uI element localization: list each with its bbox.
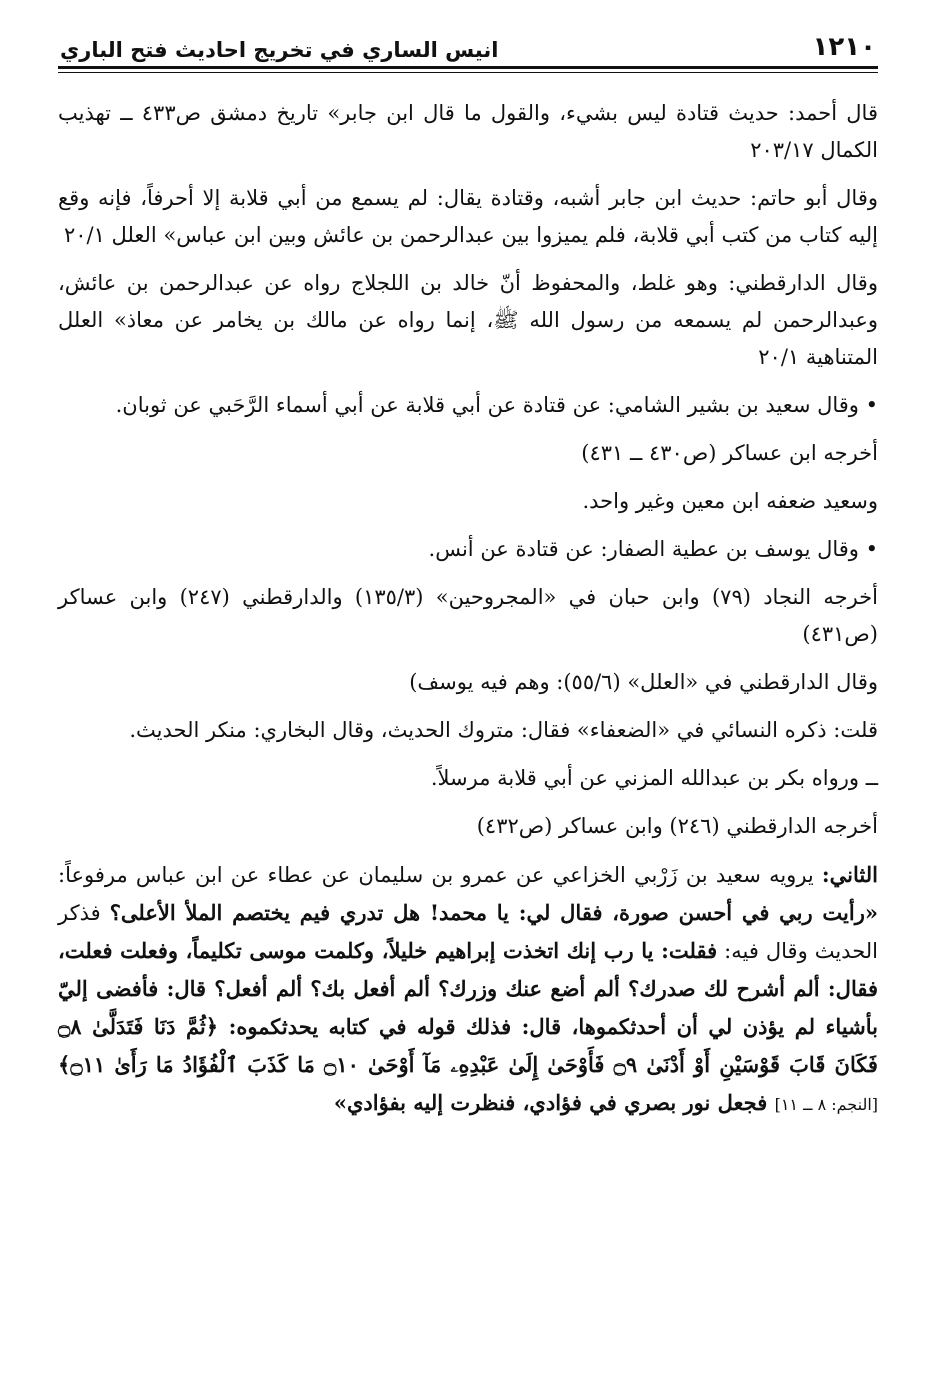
hadith-quote-3: فجعل نور بصري في فؤادي، فنظرت إليه بفؤادي» bbox=[333, 1090, 775, 1115]
final-text-2: فذكر الحديث وقال فيه: bbox=[58, 901, 878, 963]
section-lead: الثاني: bbox=[821, 862, 878, 887]
paragraph: • وقال يوسف بن عطية الصفار: عن قتادة عن أنس. bbox=[428, 537, 878, 561]
page-number: ١٢١٠ bbox=[812, 32, 876, 62]
final-text-1: يرويه سعيد بن زَرْبي الخزاعي عن عمرو بن سليمان عن عطاء عن ابن عباس مرفوعاً: bbox=[58, 863, 822, 887]
page-header bbox=[58, 22, 878, 64]
quran-verse: ﴿ثُمَّ دَنَا فَتَدَلَّىٰ ۝٨ فَكَانَ قَابَ قَوْسَيْنِ أَوْ أَدْنَىٰ ۝٩ فَأَوْحَىٰ إِلَىٰ عَبْدِهِۦ مَآ أَوْحَىٰ ۝١٠ مَا كَذَبَ ٱلْفُؤَادُ مَا رَأَىٰ ۝١١﴾ bbox=[58, 1014, 878, 1077]
paragraph: قال أحمد: حديث قتادة ليس بشيء، والقول ما قال ابن جابر» تاريخ دمشق ص٤٣٣ ــ تهذيب الكمال ٢٠٣/١٧ bbox=[58, 101, 878, 162]
verse-citation: [النجم: ٨ ــ ١١] bbox=[774, 1095, 878, 1114]
hadith-quote-2: فقلت: يا رب إنك اتخذت إبراهيم خليلاً، وكلمت موسى تكليماً، وفعلت فعلت، فقال: ألم أشرح لك صدرك؟ ألم أضع عنك وزرك؟ ألم أفعل بك؟ ألم أفعل؟ قال: فأفضى إليّ بأشياء لم يؤذن لي أن أحدثكموها، قال: فذلك قوله في كتابه يحدثكموه: bbox=[58, 938, 879, 1039]
paragraph: أخرجه النجاد (٧٩) وابن حبان في «المجروحين» (١٣٥/٣) والدارقطني (٢٤٧) وابن عساكر (ص٤٣١) bbox=[58, 585, 878, 646]
running-title: انيس الساري في تخريج احاديث فتح الباري bbox=[60, 38, 499, 62]
paragraph: وسعيد ضعفه ابن معين وغير واحد. bbox=[582, 489, 878, 513]
paragraph: • وقال سعيد بن بشير الشامي: عن قتادة عن أبي قلابة عن أبي أسماء الرَّحَبي عن ثوبان. bbox=[115, 393, 878, 417]
paragraph: أخرجه ابن عساكر (ص٤٣٠ ــ ٤٣١) bbox=[581, 441, 878, 465]
paragraph: ــ ورواه بكر بن عبدالله المزني عن أبي قلابة مرسلاً. bbox=[430, 766, 878, 790]
final-paragraph bbox=[58, 856, 878, 1123]
paragraph: أخرجه الدارقطني (٢٤٦) وابن عساكر (ص٤٣٢) bbox=[476, 814, 878, 838]
paragraph: وقال أبو حاتم: حديث ابن جابر أشبه، وقتادة يقال: لم يسمع من أبي قلابة إلا أحرفاً، فإنه وقع إليه كتاب من كتب أبي قلابة، فلم يميزوا بين عبدالرحمن بن عائش وبين ابن عباس» العلل ٢٠/١ bbox=[58, 186, 878, 247]
paragraph: قلت: ذكره النسائي في «الضعفاء» فقال: متروك الحديث، وقال البخاري: منكر الحديث. bbox=[129, 718, 878, 742]
paragraph: وقال الدارقطني: وهو غلط، والمحفوظ أنّ خالد بن اللجلاج رواه عن عبدالرحمن بن عائش، وعبدالرحمن لم يسمعه من رسول الله ﷺ، إنما رواه عن مالك بن يخامر عن معاذ» العلل المتناهية ٢٠/١ bbox=[58, 271, 878, 369]
paragraph: وقال الدارقطني في «العلل» (٥٥/٦): وهم فيه يوسف) bbox=[409, 670, 878, 694]
hadith-quote-1: «رأيت ربي في أحسن صورة، فقال لي: يا محمد! هل تدري فيم يختصم الملأ الأعلى؟ bbox=[109, 900, 878, 925]
page-body bbox=[58, 73, 878, 1123]
header-rule-thick bbox=[58, 66, 878, 69]
page bbox=[58, 22, 878, 1352]
